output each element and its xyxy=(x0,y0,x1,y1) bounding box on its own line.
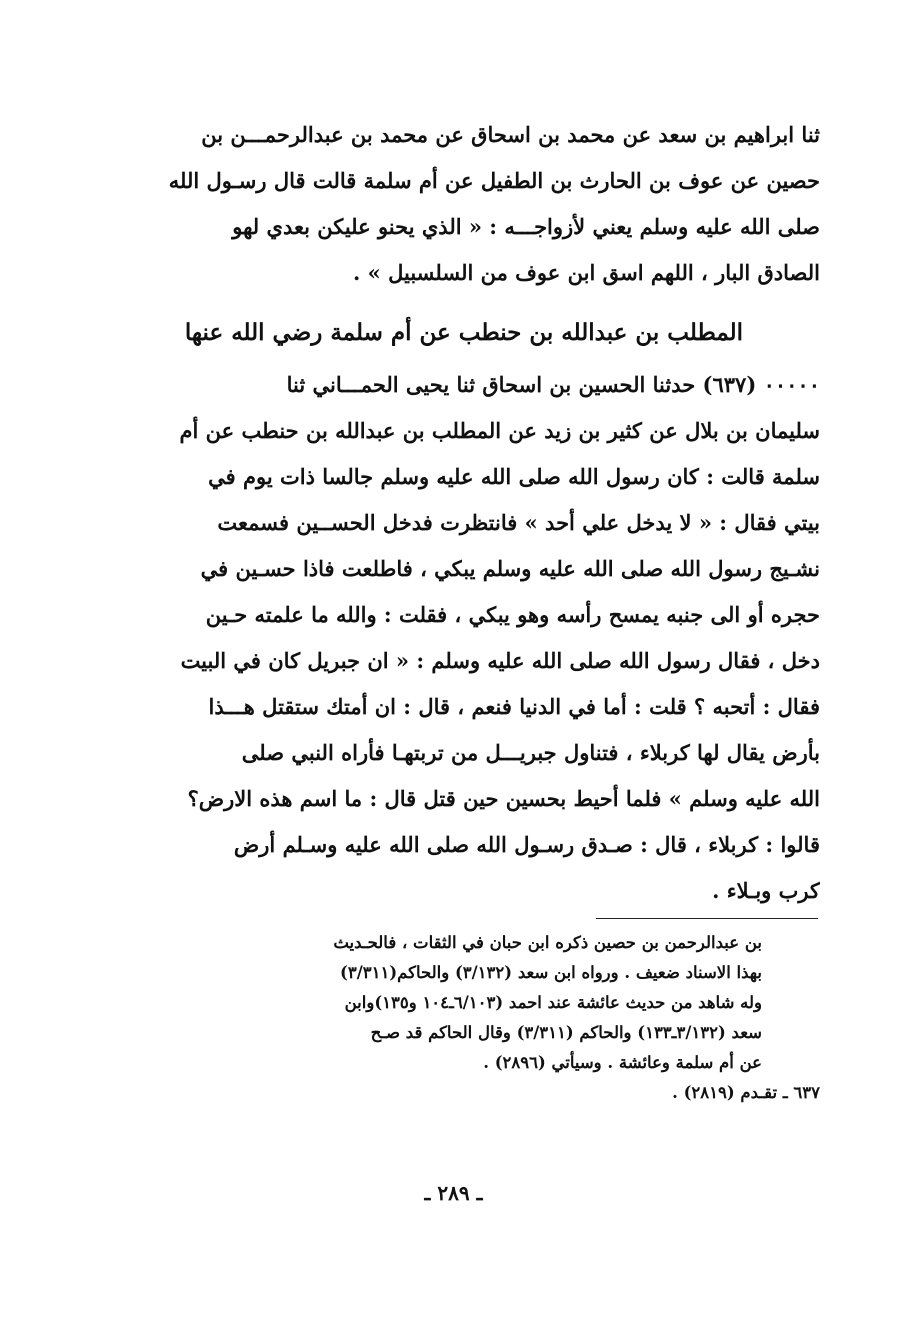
paragraph-continuation xyxy=(108,112,820,296)
footnote-line: بهذا الاسناد ضعيف . ورواه ابن سعد (٣/١٣٢) والحاكم(٣/٣١١) xyxy=(340,963,762,982)
text-line: ثنا ابراهيم بن سعد عن محمد بن اسحاق عن محمد بن عبدالرحمـــن بن xyxy=(201,122,820,147)
footnote-637: ٦٣٧ ـ تقـدم (٢٨١٩) . xyxy=(672,1083,820,1102)
footnote-divider xyxy=(596,918,818,919)
footnotes xyxy=(108,928,820,1108)
footnote-line: بن عبدالرحمن بن حصين ذكره ابن حبان في الثقات ، فالحـديث xyxy=(333,933,762,952)
text-line: فقال : أتحبه ؟ قلت : أما في الدنيا فنعم ، قال : ان أمتك ستقتل هـــذا xyxy=(208,694,820,719)
text-line: دخل ، فقال رسول الله صلى الله عليه وسلم : « ان جبريل كان في البيت xyxy=(180,648,820,673)
footnote-line: سعد (٣/١٣٢ـ١٣٣) والحاكم (٣/٣١١) وقال الحاكم قد صـح xyxy=(370,1023,762,1042)
page-number: ـ ٢٨٩ ـ xyxy=(424,1181,483,1205)
chapter-heading: المطلب بن عبدالله بن حنطب عن أم سلمة رضي الله عنها xyxy=(184,319,744,346)
text-line: صلى الله عليه وسلم يعني لأزواجـــه : « الذي يحنو عليكن بعدي لهو xyxy=(232,214,820,239)
text-line: قالوا : كربلاء ، قال : صـدق رسـول الله صلى الله عليه وسـلم أرض xyxy=(233,832,820,857)
text-line: سلمة قالت : كان رسول الله صلى الله عليه وسلم جالسا ذات يوم في xyxy=(208,464,820,489)
text-line: بأرض يقال لها كربلاء ، فتناول جبريـــل من تربتهـا فأراه النبي صلى xyxy=(241,740,820,765)
text-line: نشـيج رسول الله صلى الله عليه وسلم يبكي ، فاطلعت فاذا حسـين في xyxy=(200,556,820,581)
text-line: بيتي فقال : « لا يدخل علي أحد » فانتظرت فدخل الحســين فسمعت xyxy=(217,510,820,535)
hadith-paragraph xyxy=(108,362,820,914)
text-line: ٠٠٠٠٠ (٦٣٧) حدثنا الحسين بن اسحاق ثنا يحيى الحمـــاني ثنا xyxy=(286,372,820,397)
text-line: الله عليه وسلم » فلما أحيط بحسين حين قتل قال : ما اسم هذه الارض؟ xyxy=(187,786,820,811)
text-line: الصادق البار ، اللهم اسق ابن عوف من السلسبيل » . xyxy=(353,260,820,285)
text-line: حجره أو الى جنبه يمسح رأسه وهو يبكي ، فقلت : والله ما علمته حـين xyxy=(205,602,820,627)
text-line: سليمان بن بلال عن كثير بن زيد عن المطلب بن عبدالله بن حنطب عن أم xyxy=(179,418,820,443)
text-line: كرب وبـلاء . xyxy=(712,878,820,903)
text-line: حصين عن عوف بن الحارث بن الطفيل عن أم سلمة قالت قال رسـول الله xyxy=(168,168,820,193)
footnote-line: وله شاهد من حديث عائشة عند احمد (٦/١٠٣ـ١٠٤ و١٣٥)وابن xyxy=(344,993,762,1012)
footnote-line: عن أم سلمة وعائشة . وسيأتي (٢٨٩٦) . xyxy=(483,1053,762,1072)
